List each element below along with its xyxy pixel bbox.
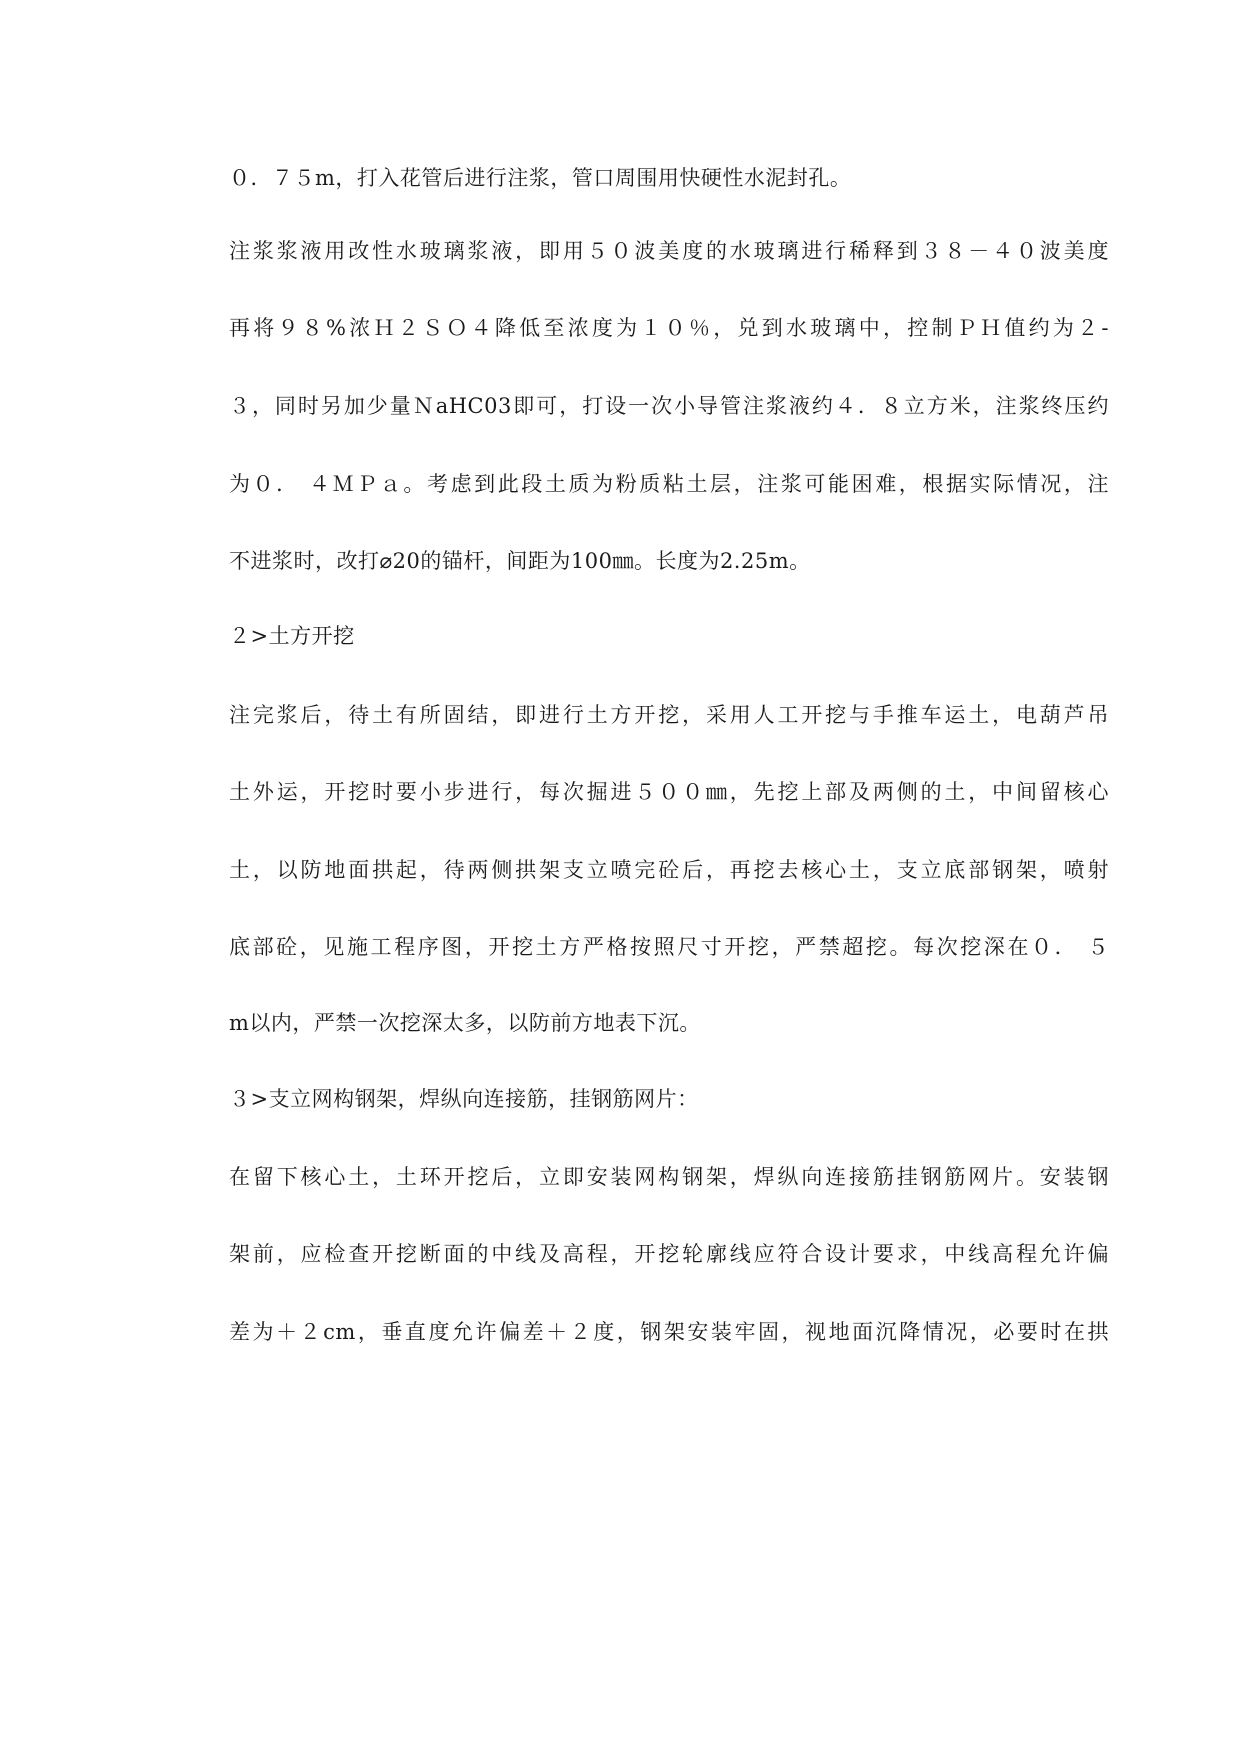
paragraph-line: ０．７５m，打入花管后进行注浆，管口周围用快硬性水泥封孔。 (229, 166, 852, 190)
paragraph-line: m以内，严禁一次挖深太多，以防前方地表下沉。 (229, 1011, 701, 1035)
paragraph-line: 土外运，开挖时要小步进行，每次掘进５００㎜，先挖上部及两侧的土，中间留核心 (229, 780, 1109, 804)
paragraph-line: ３，同时另加少量ＮaHC03即可，打设一次小导管注浆液约４．８立方米，注浆终压约 (229, 394, 1109, 418)
paragraph-line: 差为＋２cm，垂直度允许偏差＋２度，钢架安装牢固，视地面沉降情况，必要时在拱 (229, 1320, 1109, 1344)
section-heading: ２>土方开挖 (229, 624, 355, 648)
paragraph-line: 架前，应检查开挖断面的中线及高程，开挖轮廓线应符合设计要求，中线高程允许偏 (229, 1242, 1109, 1266)
paragraph-line: 注完浆后，待土有所固结，即进行土方开挖，采用人工开挖与手推车运土，电葫芦吊 (229, 703, 1109, 727)
paragraph-line: 底部砼，见施工程序图，开挖土方严格按照尺寸开挖，严禁超挖。每次挖深在０． ５ (229, 935, 1109, 959)
paragraph-line: 在留下核心土，土环开挖后，立即安装网构钢架，焊纵向连接筋挂钢筋网片。安装钢 (229, 1165, 1109, 1189)
section-heading: ３>支立网构钢架，焊纵向连接筋，挂钢筋网片： (229, 1087, 699, 1111)
paragraph-line: 不进浆时，改打⌀20的锚杆，间距为100㎜。长度为2.25m。 (229, 549, 811, 573)
paragraph-line: 再将９８%浓Ｈ２ＳＯ４降低至浓度为１０％，兑到水玻璃中，控制ＰＨ值约为２- (229, 316, 1109, 340)
paragraph-line: 注浆浆液用改性水玻璃浆液，即用５０波美度的水玻璃进行稀释到３８－４０波美度 (229, 239, 1109, 263)
paragraph-line: 土，以防地面拱起，待两侧拱架支立喷完砼后，再挖去核心土，支立底部钢架，喷射 (229, 858, 1109, 882)
paragraph-line: 为０． ４ＭＰａ。考虑到此段土质为粉质粘土层，注浆可能困难，根据实际情况，注 (229, 472, 1109, 496)
